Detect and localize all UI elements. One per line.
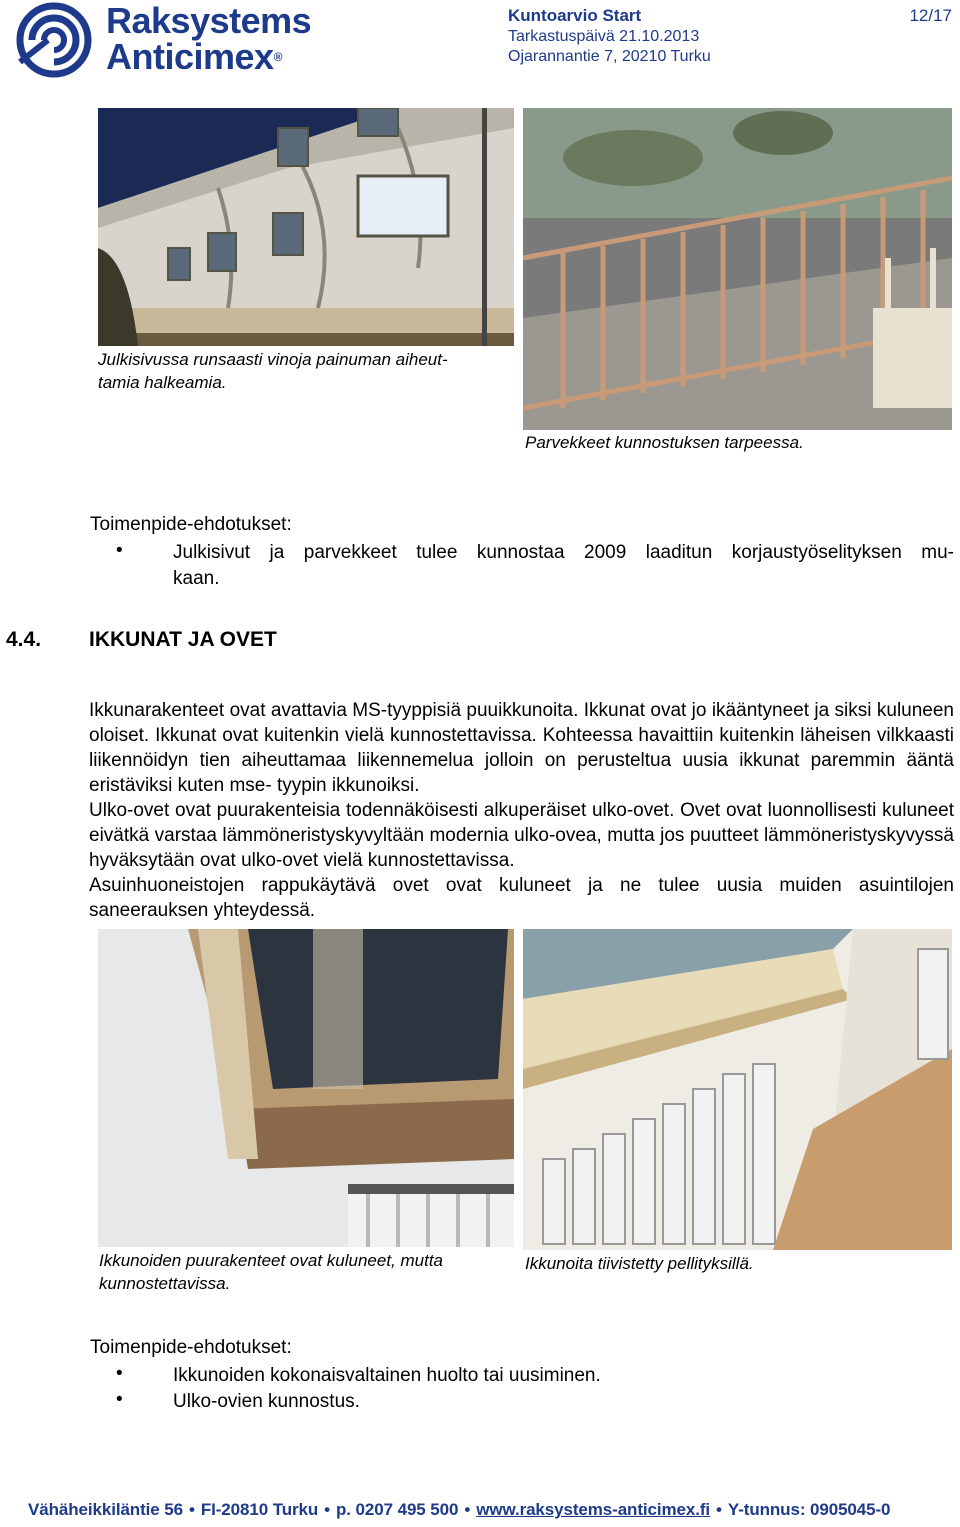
report-title: Kuntoarvio Start [508,6,642,25]
logo-text-raksystems: Raksystems [106,0,312,41]
caption-balcony: Parvekkeet kunnostuksen tarpeessa. [525,433,804,452]
page-number: 12/17 [909,6,952,25]
footer-phone: p. 0207 495 500 [336,1500,459,1519]
bullet-icon: • [116,1389,123,1410]
photo-balcony [523,108,952,430]
inspection-date: Tarkastuspäivä 21.10.2013 [508,28,700,45]
property-address: Ojarannantie 7, 20210 Turku [508,48,711,65]
footer-street: Vähäheikkiläntie 56 [28,1500,183,1519]
photo-radiator-window [523,929,952,1250]
caption-radiator: Ikkunoita tiivistetty pellityksillä. [525,1254,754,1273]
action-item: Ikkunoiden kokonaisvaltainen huolto tai uusiminen. [173,1365,601,1386]
action-item: Julkisivut ja parvekkeet tulee kunnostaa 2009 laaditun korjaustyöselityksen mu- kaan. [173,542,954,589]
footer-website-link[interactable]: www.raksystems-anticimex.fi [476,1500,711,1519]
paragraph: Ikkunarakenteet ovat avattavia MS-tyyppisiä puuikkunoita. Ikkunat ovat jo ikääntyneet ja siksi kuluneen oloiset. Ikkunat ovat kuitenkin vielä kunnostettavissa. Kohteessa havaittiin kuitenkin läheisen vilkkaasti liikennöidyn tien aiheuttamaa liikennemelua jolloin on perusteltua uusia ikkunat paremmin ääntä eristäviksi kuten mse- tyypin ikkunoiksi. [89,700,954,796]
actions-label-1: Toimenpide-ehdotukset: [90,514,292,535]
footer-contact: Vähäheikkiläntie 56 • FI-20810 Turku • p. 0207 495 500 • www.raksystems-anticimex.fi • Y-tunnus: 0905045-0 [28,1500,891,1519]
footer-business-id: Y-tunnus: 0905045-0 [727,1500,891,1519]
caption-window-frame: Ikkunoiden puurakenteet ovat kuluneet, mutta kunnostettavissa. [99,1251,444,1293]
photo-facade-cracks [98,108,514,346]
caption-facade: Julkisivussa runsaasti vinoja painuman aiheut- tamia halkeamia. [98,350,448,392]
action-item: Ulko-ovien kunnostus. [173,1391,360,1412]
logo-spiral-icon [8,2,100,78]
logo-text-anticimex: Anticimex® [106,36,282,77]
paragraph: Ulko-ovet ovat puurakenteisia todennäköisesti alkuperäiset ulko-ovet. Ovet ovat luonnollisesti kuluneet eivätkä varstaa lämmöneristyskyvyltään modernia ulko-ovea, mutta jos puutteet lämmöneristyskyvyssä hyväksytään ovat ulko-ovet vielä kunnostettavissa. [89,800,954,871]
paragraph: Asuinhuoneistojen rappukäytävä ovet ovat kuluneet ja ne tulee uusia muiden asuintilojen saneerauksen yhteydessä. [89,875,954,921]
section-number: 4.4. [6,628,42,651]
bullet-icon: • [116,540,123,561]
footer-city: FI-20810 Turku [200,1500,319,1519]
section-body [89,698,954,923]
photo-window-frame [98,929,514,1247]
bullet-icon: • [116,1363,123,1384]
section-title: IKKUNAT JA OVET [89,628,277,651]
actions-label-2: Toimenpide-ehdotukset: [90,1337,292,1358]
